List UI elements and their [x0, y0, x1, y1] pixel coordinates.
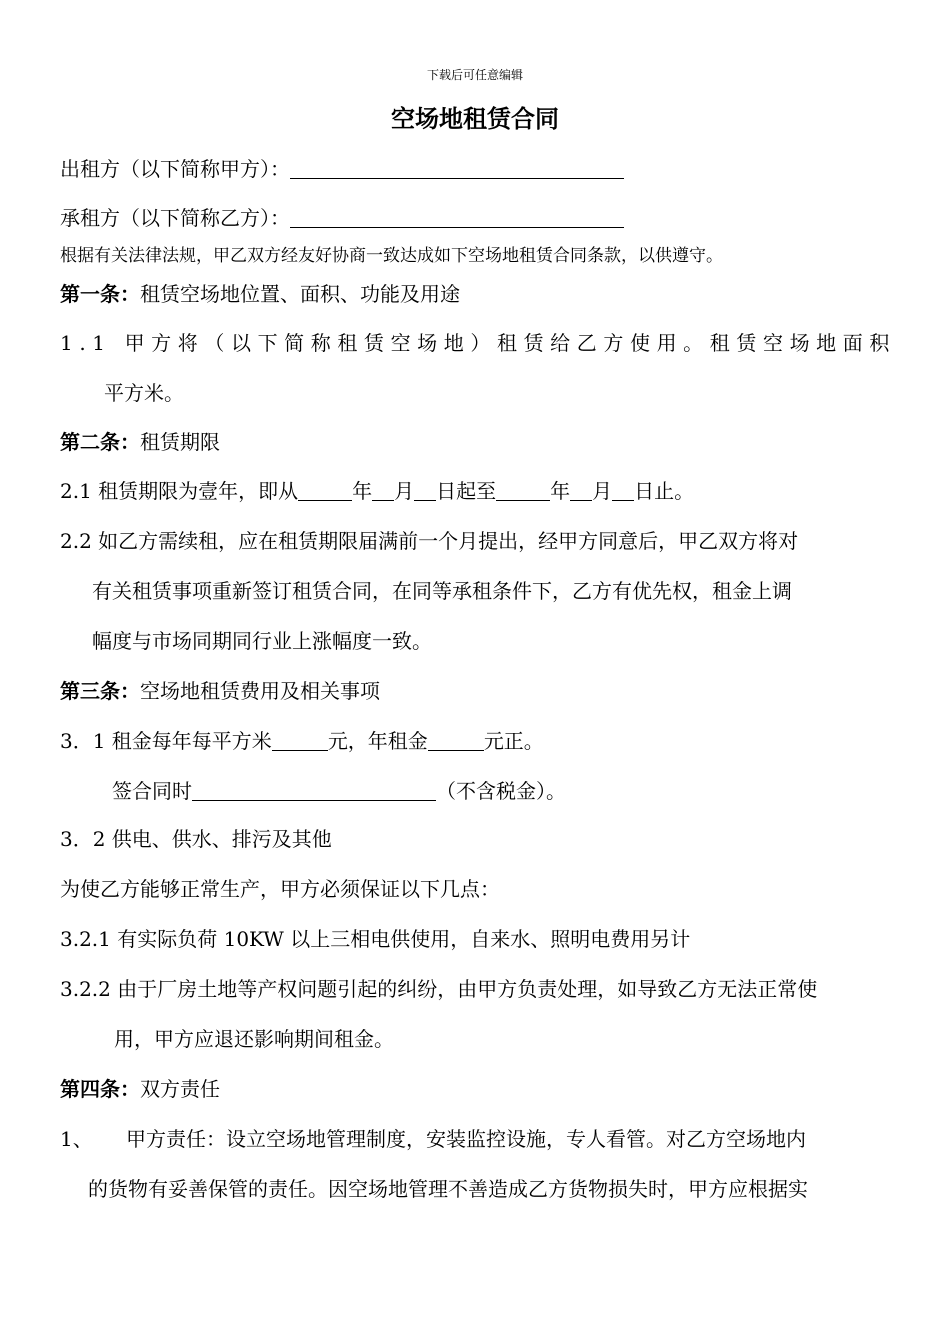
article-3-heading: [60, 678, 890, 704]
clause-1-1-line-1: 1.1 甲方将（以下简称租赁空场地）租赁给乙方使用。租赁空场地面积: [60, 331, 896, 355]
clause-3-1-sign-line: [112, 778, 890, 804]
clause-2-1: [60, 478, 890, 504]
article-2-title: 租赁期限: [140, 430, 220, 454]
start-month-blank[interactable]: [372, 480, 394, 501]
clause-4-1-text: 甲方责任：设立空场地管理制度，安装监控设施，专人看管。对乙方空场地内: [126, 1127, 806, 1151]
clause-3-1-text-c: 元正。: [483, 729, 544, 753]
clause-2-1-text-f: 月: [592, 479, 613, 503]
end-month-blank[interactable]: [570, 480, 592, 501]
clause-3-1-text-a: 3．1 租金每年每平方米: [60, 729, 272, 753]
lessor-label: 出租方（以下简称甲方）：: [60, 157, 290, 181]
end-day-blank[interactable]: [612, 480, 634, 501]
clause-3-2-2-line-1: 3.2.2 由于厂房土地等产权问题引起的纠纷，由甲方负责处理，如导致乙方无法正常使: [60, 977, 818, 1001]
clause-3-2-intro: 为使乙方能够正常生产，甲方必须保证以下几点：: [60, 877, 500, 901]
article-1-number: 第一条：: [60, 282, 140, 306]
clause-2-2-line-1: 2.2 如乙方需续租，应在租赁期限届满前一个月提出，经甲方同意后，甲乙双方将对: [60, 529, 799, 553]
article-4-heading: [60, 1076, 890, 1102]
clause-2-1-text-g: 日止。: [634, 479, 695, 503]
lessee-label: 承租方（以下简称乙方）：: [60, 206, 290, 230]
article-2-heading: [60, 429, 890, 455]
article-3-number: 第三条：: [60, 679, 140, 703]
sign-text-b: （不含税金）。: [436, 779, 566, 803]
article-1-heading: [60, 281, 890, 307]
clause-3-1: [60, 728, 890, 754]
clause-2-2-line-2: 有关租赁事项重新签订租赁合同，在同等承租条件下，乙方有优先权，租金上调: [92, 579, 792, 603]
clause-4-1-number: 1、: [60, 1127, 93, 1151]
article-2-number: 第二条：: [60, 430, 140, 454]
article-4-number: 第四条：: [60, 1077, 140, 1101]
clause-4-1-line-2: 的货物有妥善保管的责任。因空场地管理不善造成乙方货物损失时，甲方应根据实: [88, 1177, 808, 1201]
end-year-blank[interactable]: [496, 480, 550, 501]
header-note: 下载后可任意编辑: [426, 68, 523, 82]
lessee-line: [60, 205, 890, 231]
clause-3-2: 3．2 供电、供水、排污及其他: [60, 827, 332, 851]
intro-text: 根据有关法律法规，甲乙双方经友好协商一致达成如下空场地租赁合同条款，以供遵守。: [60, 246, 723, 266]
clause-1-1-line-2: 平方米。: [104, 381, 184, 405]
article-3-title: 空场地租赁费用及相关事项: [140, 679, 380, 703]
clause-4-1-line-1: [60, 1126, 890, 1152]
lessee-blank[interactable]: [290, 207, 624, 228]
document-title: 空场地租赁合同: [391, 104, 559, 133]
article-4-title: 双方责任: [140, 1077, 220, 1101]
clause-2-1-text-e: 年: [550, 479, 571, 503]
start-day-blank[interactable]: [414, 480, 436, 501]
rent-per-sqm-blank[interactable]: [272, 730, 328, 751]
lessor-line: [60, 156, 890, 182]
annual-rent-blank[interactable]: [428, 730, 484, 751]
sign-payment-blank[interactable]: [192, 780, 436, 801]
article-1-title: 租赁空场地位置、面积、功能及用途: [140, 282, 460, 306]
start-year-blank[interactable]: [298, 480, 352, 501]
sign-text-a: 签合同时: [112, 779, 192, 803]
clause-2-1-text-c: 月: [394, 479, 415, 503]
lessor-blank[interactable]: [290, 158, 624, 179]
clause-3-1-text-b: 元，年租金: [327, 729, 428, 753]
clause-2-1-text-d: 日起至: [436, 479, 497, 503]
clause-3-2-2-line-2: 用，甲方应退还影响期间租金。: [114, 1027, 394, 1051]
clause-2-2-line-3: 幅度与市场同期同行业上涨幅度一致。: [92, 629, 432, 653]
clause-2-1-text-a: 2.1 租赁期限为壹年，即从: [60, 479, 299, 503]
clause-2-1-text-b: 年: [352, 479, 373, 503]
clause-3-2-1: 3.2.1 有实际负荷 10KW 以上三相电供使用，自来水、照明电费用另计: [60, 927, 691, 951]
